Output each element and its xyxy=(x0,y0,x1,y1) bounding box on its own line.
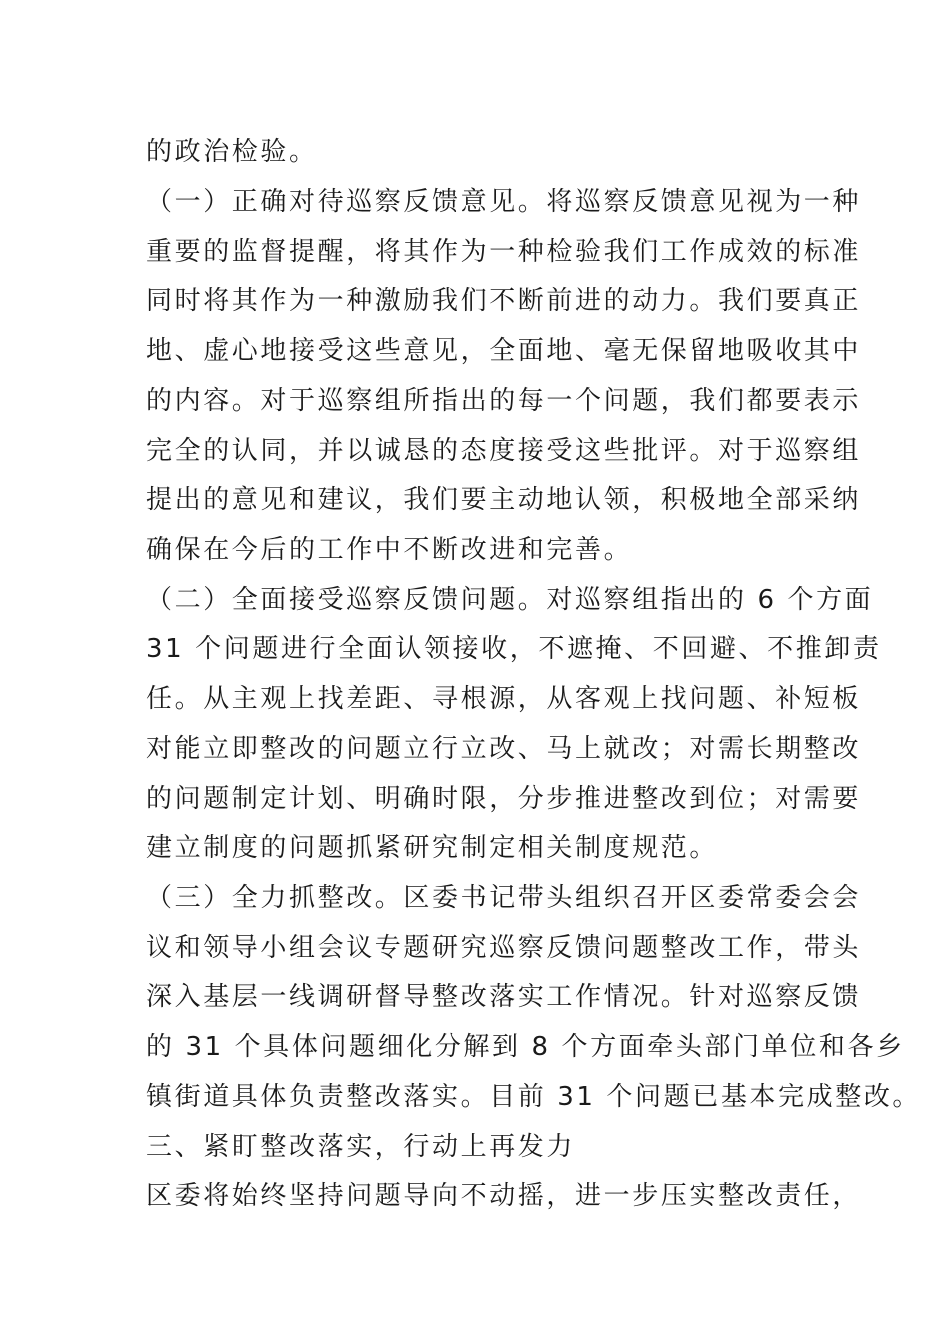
text-line: 镇街道具体负责整改落实。目前 31 个问题已基本完成整改。 xyxy=(146,1082,922,1112)
text-line: （二）全面接受巡察反馈问题。对巡察组指出的 6 个方面 xyxy=(146,585,874,615)
text-line: 31 个问题进行全面认领接收，不遮掩、不回避、不推卸责 xyxy=(146,634,882,664)
text-line: 地、虚心地接受这些意见，全面地、毫无保留地吸收其中 xyxy=(146,336,862,366)
text-line: 建立制度的问题抓紧研究制定相关制度规范。 xyxy=(146,833,719,863)
text-line: 重要的监督提醒，将其作为一种检验我们工作成效的标准 xyxy=(146,237,862,267)
text-line: 的内容。对于巡察组所指出的每一个问题，我们都要表示 xyxy=(146,386,862,416)
section-heading: 三、紧盯整改落实，行动上再发力 xyxy=(146,1132,576,1162)
text-line: （一）正确对待巡察反馈意见。将巡察反馈意见视为一种 xyxy=(146,187,862,217)
text-line: 深入基层一线调研督导整改落实工作情况。针对巡察反馈 xyxy=(146,982,862,1012)
text-line: 的政治检验。 xyxy=(146,137,318,167)
text-line: 的问题制定计划、明确时限，分步推进整改到位；对需要 xyxy=(146,784,862,814)
text-line: 的 31 个具体问题细化分解到 8 个方面牵头部门单位和各乡 xyxy=(146,1032,905,1062)
text-line: 对能立即整改的问题立行立改、马上就改；对需长期整改 xyxy=(146,734,862,764)
text-line: 完全的认同，并以诚恳的态度接受这些批评。对于巡察组 xyxy=(146,436,862,466)
text-line: 提出的意见和建议，我们要主动地认领，积极地全部采纳 xyxy=(146,485,862,515)
text-line: 区委将始终坚持问题导向不动摇，进一步压实整改责任， xyxy=(146,1181,862,1211)
text-line: 同时将其作为一种激励我们不断前进的动力。我们要真正 xyxy=(146,286,862,316)
text-line: 任。从主观上找差距、寻根源，从客观上找问题、补短板 xyxy=(146,684,862,714)
text-line: （三）全力抓整改。区委书记带头组织召开区委常委会会 xyxy=(146,883,862,913)
text-line: 确保在今后的工作中不断改进和完善。 xyxy=(146,535,633,565)
text-line: 议和领导小组会议专题研究巡察反馈问题整改工作，带头 xyxy=(146,933,862,963)
